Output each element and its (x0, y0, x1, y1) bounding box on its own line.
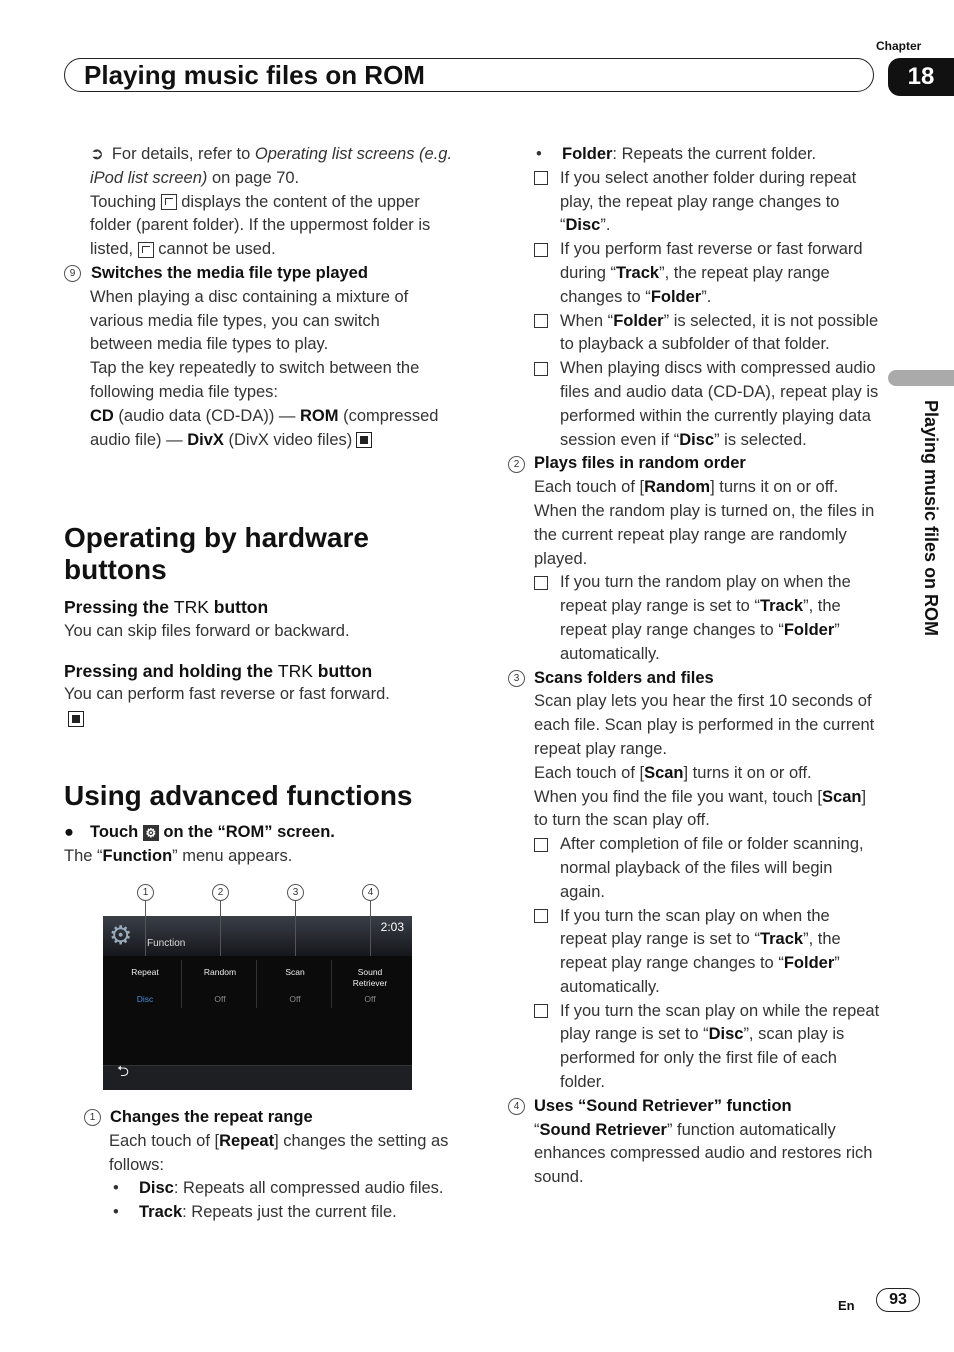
note-icon (534, 362, 548, 376)
chapter-label: Chapter (876, 39, 922, 53)
settings-icon: ⚙ (143, 825, 159, 841)
note-icon (534, 1004, 548, 1018)
callout-number: 2 (508, 456, 525, 473)
arrow-icon: ➲ (90, 145, 104, 163)
bullet: ● (64, 823, 74, 841)
random-key[interactable]: Random Off (184, 960, 257, 1008)
sound-retriever-key[interactable]: Sound Retriever Off (352, 967, 388, 1004)
page-title: Playing music files on ROM (84, 60, 425, 90)
item-1: 1 Changes the repeat range Each touch of [Repeat] changes the setting as follows: • Disc: Repeats all compressed audio files. • Track: Repeats just the current file. (84, 1106, 456, 1225)
page-number: 93 (876, 1288, 920, 1312)
note-icon (534, 243, 548, 257)
end-mark-icon (356, 432, 372, 448)
end-mark-icon (68, 711, 84, 727)
sidebar-title: Playing music files on ROM (921, 400, 941, 637)
callout-number: 1 (84, 1109, 101, 1126)
callout-number: 9 (64, 265, 81, 282)
scan-key[interactable]: Scan Off (259, 960, 332, 1008)
section-heading-hardware: Operating by hardware buttons (64, 522, 369, 585)
clock: 2:03 (380, 920, 404, 934)
callout-line (295, 900, 296, 956)
repeat-key[interactable]: Repeat Disc (109, 960, 182, 1008)
callout-number: 2 (212, 884, 229, 901)
item-title: Switches the media file type played (91, 264, 368, 282)
callout-number: 3 (508, 670, 525, 687)
reference-note: ➲ For details, refer to Operating list screens (e.g. iPod list screen) on page 70. Touching displays the content of the upper folder (parent folder). If the uppermost folder is listed, cannot be used. (90, 145, 453, 259)
advanced-step: ● Touch ⚙ on the “ROM” screen. The “Function” menu appears. (64, 823, 335, 865)
item-title: Changes the repeat range (110, 1108, 313, 1126)
callout-number: 1 (137, 884, 154, 901)
note-icon (534, 171, 548, 185)
sidebar-tab (888, 370, 954, 386)
parent-folder-icon (161, 194, 177, 210)
note-icon (534, 909, 548, 923)
page-reference-link[interactable]: Operating list screens (e.g. iPod list screen) (90, 145, 453, 187)
callout-number: 4 (362, 884, 379, 901)
callout-number: 3 (287, 884, 304, 901)
parent-folder-icon (138, 242, 154, 258)
screen-title-bar (103, 916, 412, 956)
callout-line (220, 900, 221, 956)
chapter-number: 18 (888, 58, 954, 96)
note-icon (534, 314, 548, 328)
note-icon (534, 838, 548, 852)
gear-icon: ⚙ (109, 920, 133, 950)
language-label: En (838, 1298, 855, 1313)
item-title: Scans folders and files (534, 668, 714, 687)
item-title: Plays files in random order (534, 454, 746, 473)
screen-title: Function (147, 938, 186, 949)
section-heading-advanced: Using advanced functions (64, 780, 413, 811)
item-title: Uses “Sound Retriever” function (534, 1096, 792, 1115)
note-icon (534, 576, 548, 590)
item-9: 9 Switches the media file type played When playing a disc containing a mixture of various media file types, you can switch between media file types to play. Tap the key repeatedly to switch between the following media file types: CD (audio data (CD-DA)) — ROM (compressed audio file) — DivX (DivX video files) (64, 262, 444, 452)
callout-line (370, 900, 371, 956)
right-column: • Folder: Repeats the current folder. If you select another folder during repeat play, the repeat play range changes to “Disc”. If you perform fast reverse or fast forward during “Track”, the repeat play range changes to “Folder”. When “Folder” is selected, it is not possible to playback a subfolder of that folder. When playing discs with compressed audio files and audio data (CD-DA), repeat play is performed within the currently playing data session even if “Disc” is selected. 2 Plays files in random order Each touch of [Random] turns it on or off. When the random play is turned on, the files in the current repeat play range are randomly played. If you turn the random play on when the repeat play range is set to “Track”, the repeat play range changes to “Folder” automatically. 3 Scans folders and files Scan play lets you hear the first 10 seconds of each file. Scan play is performed in the current repeat play range. Each touch of [Scan] turns it on or off. When you find the file you want, touch [Scan] to turn the scan play off. After completion of file or folder scanning, normal playback of the files will begin again. If you turn the scan play on when the repeat play range is set to “Track”, the repeat play range changes to “Folder” automatically. If you turn the scan play on while the repeat play range is set to “Disc”, scan play is performed for only the first file of each folder. 4 Uses “Sound Retriever” function “Sound Retriever” function automatically enhances compressed audio and restores rich sound. (534, 143, 880, 1190)
screen-bottom-bar (103, 1065, 412, 1090)
back-icon[interactable]: ⮌ (117, 1063, 130, 1080)
hardware-section: Pressing the TRK button You can skip files forward or backward. Pressing and holding the TRK button You can perform fast reverse or fast forward. (64, 596, 444, 731)
callout-number: 4 (508, 1098, 525, 1115)
function-menu-screenshot (103, 916, 412, 1090)
callout-line (145, 900, 146, 956)
